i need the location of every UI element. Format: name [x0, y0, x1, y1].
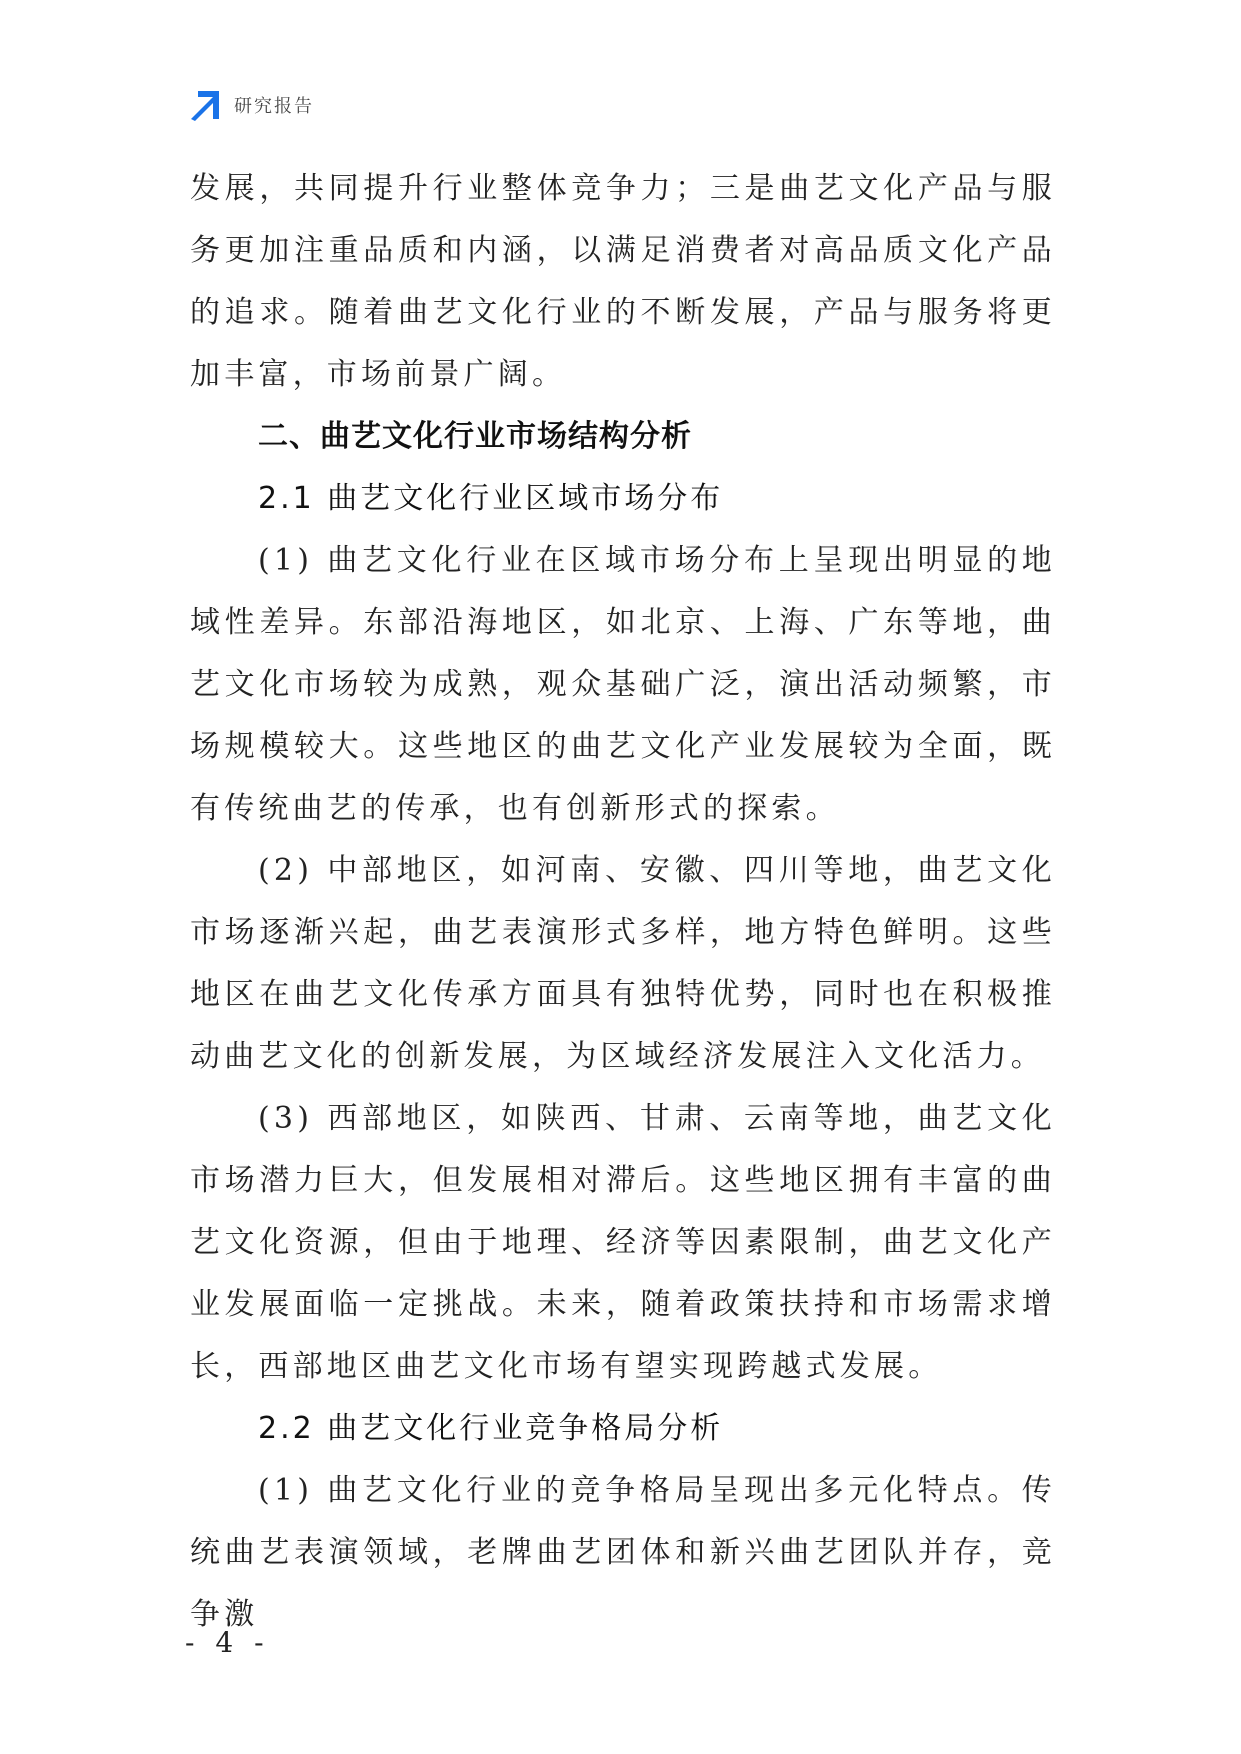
- paragraph-2-1-3: (3) 西部地区，如陕西、甘肃、云南等地，曲艺文化市场潜力巨大，但发展相对滞后。这些地区拥有丰富的曲艺文化资源，但由于地理、经济等因素限制，曲艺文化产业发展面临一定挑战。未来，随着政策扶持和市场需求增长，西部地区曲艺文化市场有望实现跨越式发展。: [190, 1101, 1056, 1384]
- page-header: [188, 88, 314, 122]
- intro-paragraph: 发展，共同提升行业整体竞争力；三是曲艺文化产品与服务更加注重品质和内涵，以满足消费者对高品质文化产品的追求。随着曲艺文化行业的不断发展，产品与服务将更加丰富，市场前景广阔。: [190, 171, 1056, 392]
- paragraph-2-1-2: (2) 中部地区，如河南、安徽、四川等地，曲艺文化市场逐渐兴起，曲艺表演形式多样，地方特色鲜明。这些地区在曲艺文化传承方面具有独特优势，同时也在积极推动曲艺文化的创新发展，为区域经济发展注入文化活力。: [190, 853, 1056, 1074]
- paragraph-2-2-1: (1) 曲艺文化行业的竞争格局呈现出多元化特点。传统曲艺表演领域，老牌曲艺团体和新兴曲艺团队并存，竞争激: [190, 1473, 1056, 1632]
- arrow-up-right-icon: [188, 88, 222, 122]
- page-number: - 4 -: [185, 1626, 270, 1659]
- subsection-heading-2-2: 2.2 曲艺文化行业竞争格局分析: [258, 1411, 724, 1446]
- subsection-heading-2-1: 2.1 曲艺文化行业区域市场分布: [258, 481, 724, 516]
- document-body: [190, 158, 1056, 1646]
- section-heading: 二、曲艺文化行业市场结构分析: [258, 419, 692, 454]
- paragraph-2-1-1: (1) 曲艺文化行业在区域市场分布上呈现出明显的地域性差异。东部沿海地区，如北京、上海、广东等地，曲艺文化市场较为成熟，观众基础广泛，演出活动频繁，市场规模较大。这些地区的曲艺文化产业发展较为全面，既有传统曲艺的传承，也有创新形式的探索。: [190, 543, 1056, 826]
- header-title: 研究报告: [234, 96, 314, 117]
